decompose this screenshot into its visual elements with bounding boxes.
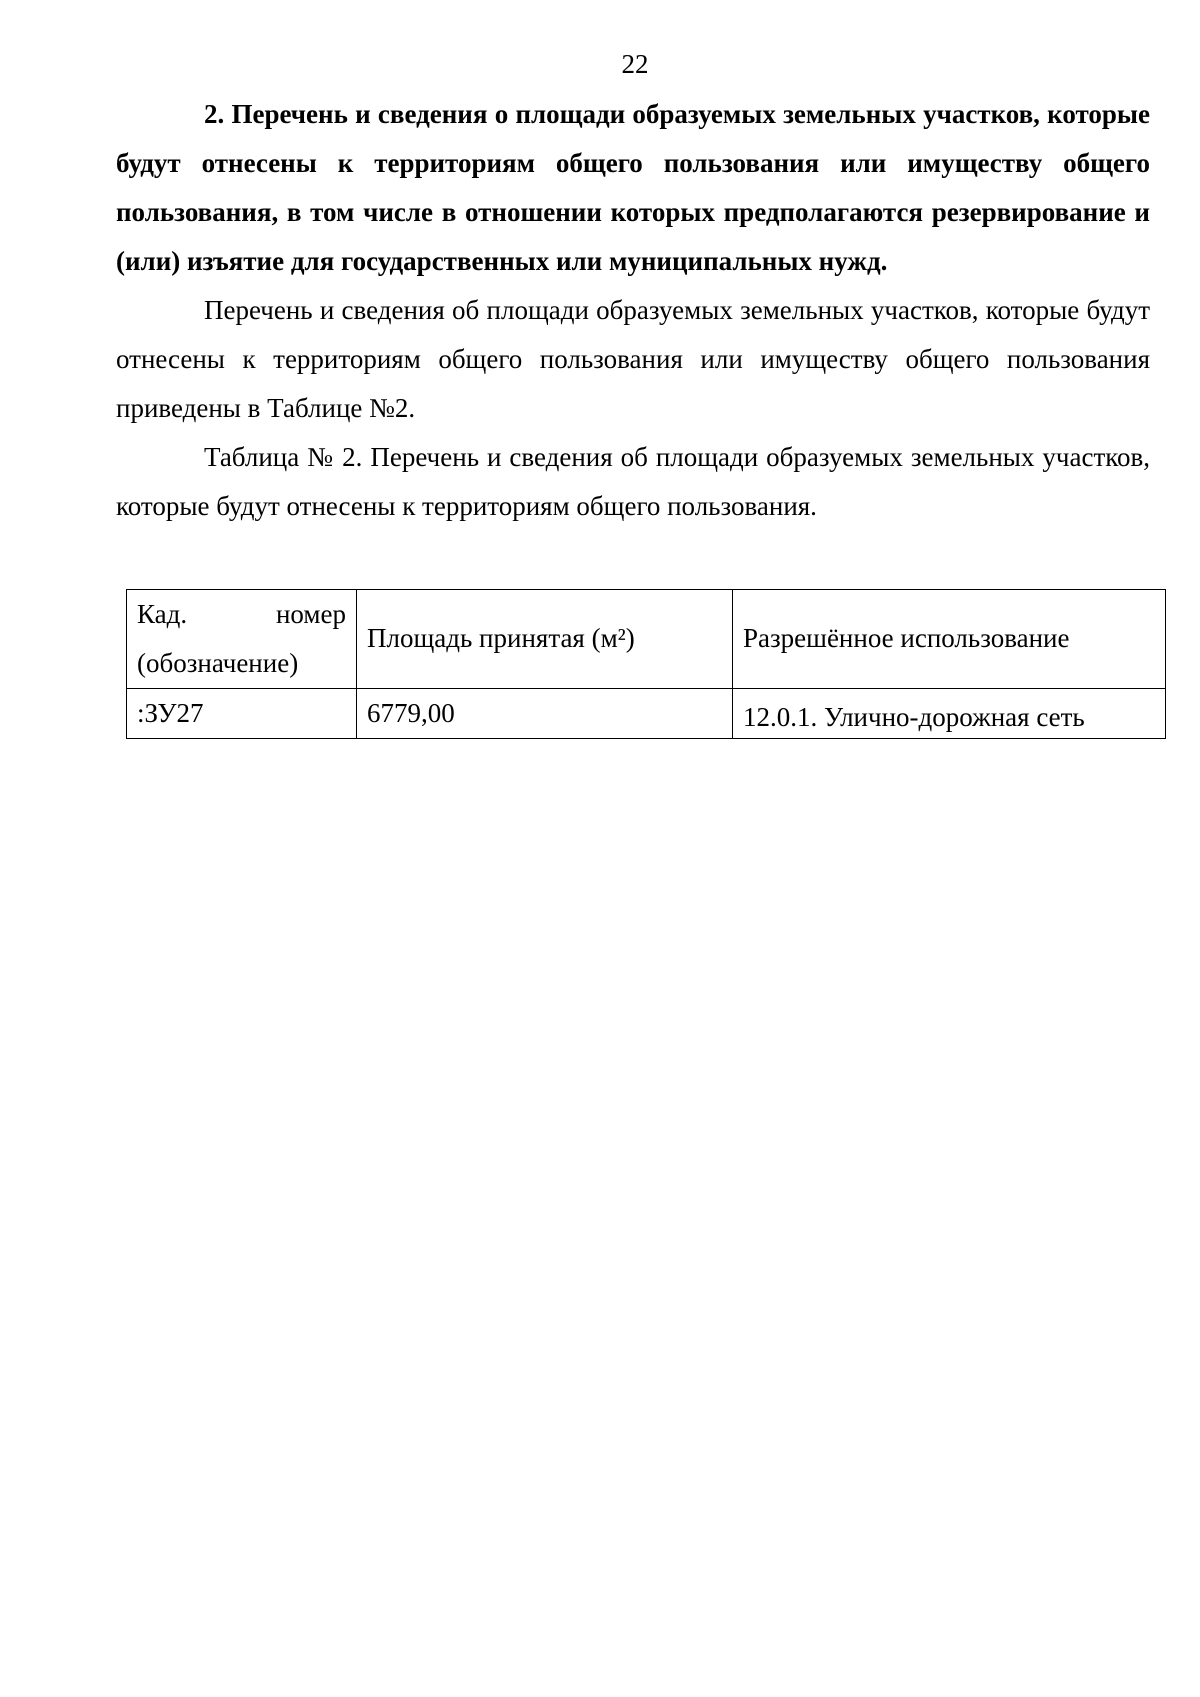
table-row [127,689,1166,739]
land-plots-table [126,589,1166,739]
header-designation-word2: номер [275,599,346,629]
intro-paragraph: Перечень и сведения об площади образуемых земельных участков, которые будут отнесены к территориям общего пользования или имуществу общего пользования приведены в Таблице №2. [116,295,1150,423]
header-usage-label: Разрешённое использование [743,622,1070,653]
cell-designation: :ЗУ27 [127,689,357,739]
header-designation [127,590,357,689]
header-area [357,590,733,689]
page-number: 22 [621,49,649,79]
header-designation-word1: Кад. [137,599,188,629]
cell-usage-text: 12.0.1. Улично-дорожная сеть [743,702,1085,732]
header-designation-line2: (обозначение) [137,648,299,678]
document-body [116,90,1150,531]
cell-usage [733,689,1166,739]
table-caption: Таблица № 2. Перечень и сведения об площади образуемых земельных участков, которые будут отнесены к территориям общего пользования. [116,442,1150,521]
table-header-row [127,590,1166,689]
cell-area: 6779,00 [357,689,733,739]
section-heading: 2. Перечень и сведения о площади образуемых земельных участков, которые будут отнесены к территориям общего пользования или имуществу общего пользования, в том числе в отношении которых предполагаются резервирование и (или) изъятие для государственных или муниципальных нужд. [116,99,1150,276]
header-usage [733,590,1166,689]
header-area-label: Площадь принятая (м²) [367,622,635,653]
